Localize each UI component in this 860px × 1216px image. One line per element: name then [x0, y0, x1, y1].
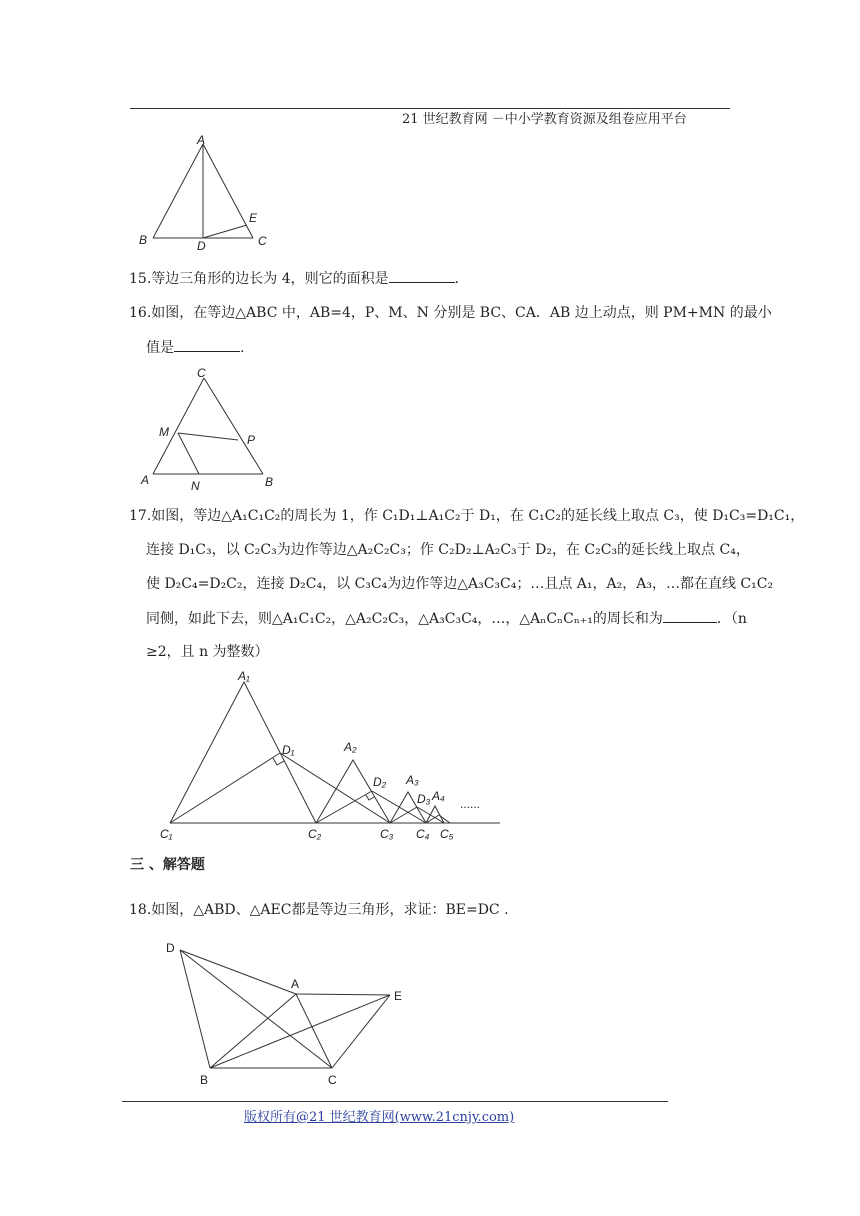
fig18-label-E: E	[394, 989, 403, 1003]
fig14-label-C: C	[258, 234, 267, 248]
fig17-label-C5: C₅	[440, 827, 454, 841]
figure-q14	[135, 132, 285, 252]
fig14-label-B: B	[139, 233, 148, 247]
figure-q17	[150, 666, 510, 846]
figure-q18	[158, 938, 418, 1088]
q17-line1: 17.如图，等边△A₁C₁C₂的周长为 1，作 C₁D₁⊥A₁C₂于 D₁，在 C₁C₂的延长线上取点 C₃，使 D₁C₃=D₁C₁，	[129, 508, 805, 524]
fig17-label-C4: C₄	[416, 827, 430, 841]
q15-end: .	[454, 271, 460, 287]
fig17-label-C3: C₃	[380, 827, 394, 841]
q17-line4b: ．（n	[716, 611, 747, 627]
fig18-label-C: C	[328, 1073, 337, 1087]
q17-line4	[146, 608, 747, 629]
fig18-label-D: D	[166, 941, 175, 955]
fig16-label-A: A	[141, 473, 150, 487]
fig16-label-P: P	[247, 433, 256, 447]
question-15	[129, 268, 459, 289]
fig14-label-E: E	[249, 211, 258, 225]
fig17-label-D1: D₁	[282, 743, 295, 757]
q17-line5: ≥2，且 n 为整数）	[146, 644, 269, 660]
footer-copyright-link[interactable]: 版权所有@21 世纪教育网(www.21cnjy.com)	[244, 1110, 515, 1125]
q17-line3: 使 D₂C₄=D₂C₂，连接 D₂C₄，以 C₃C₄为边作等边△A₃C₃C₄；…且点 A₁，A₂，A₃，…都在直线 C₁C₂	[146, 576, 774, 592]
q16-answer-blank	[174, 337, 240, 352]
footer-rule	[122, 1101, 668, 1102]
header-rule	[130, 108, 730, 109]
fig16-label-B: B	[265, 475, 274, 489]
figure-q16	[135, 362, 285, 492]
q17-line2: 连接 D₁C₃，以 C₂C₃为边作等边△A₂C₂C₃；作 C₂D₂⊥A₂C₃于 D₂，在 C₂C₃的延长线上取点 C₄，	[146, 542, 750, 558]
fig17-label-dots: ......	[460, 797, 481, 811]
fig17-label-A3: A₃	[406, 773, 419, 787]
q16-line2-text: 值是	[146, 340, 174, 356]
fig17-label-A2: A₂	[344, 740, 357, 754]
fig16-label-M: M	[159, 425, 169, 439]
fig16-label-C: C	[197, 366, 206, 380]
fig17-label-A4: A₄	[432, 789, 445, 803]
fig18-label-B: B	[200, 1073, 209, 1087]
q17-line4a: 同侧，如此下去，则△A₁C₁C₂，△A₂C₂C₃，△A₃C₃C₄，…，△AₙCₙCₙ₊₁的周长和为	[146, 611, 663, 627]
fig14-label-A: A	[197, 133, 206, 147]
q16-line1: 16.如图，在等边△ABC 中，AB=4，P、M、N 分别是 BC、CA．AB 边上动点，则 PM+MN 的最小	[129, 305, 772, 321]
q16-line2	[146, 337, 244, 358]
q16-end: .	[240, 340, 245, 356]
fig17-label-A1: A₁	[238, 669, 250, 683]
question-18: 18.如图，△ABD、△AEC都是等边三角形，求证：BE=DC .	[129, 902, 509, 918]
fig17-label-C2: C₂	[308, 827, 322, 841]
fig17-label-C1: C₁	[160, 827, 173, 841]
fig17-label-D2: D₂	[373, 775, 387, 789]
fig16-label-N: N	[191, 479, 200, 492]
header-text: 21 世纪教育网 －中小学教育资源及组卷应用平台	[402, 112, 687, 127]
q15-text: 15.等边三角形的边长为 4，则它的面积是	[129, 271, 389, 287]
fig18-label-A: A	[291, 977, 300, 991]
q17-answer-blank	[663, 608, 717, 623]
fig14-label-D: D	[197, 239, 206, 252]
section-title: 三 、解答题	[130, 857, 205, 873]
fig17-label-D3: D₃	[417, 792, 431, 806]
q15-answer-blank	[389, 268, 455, 283]
